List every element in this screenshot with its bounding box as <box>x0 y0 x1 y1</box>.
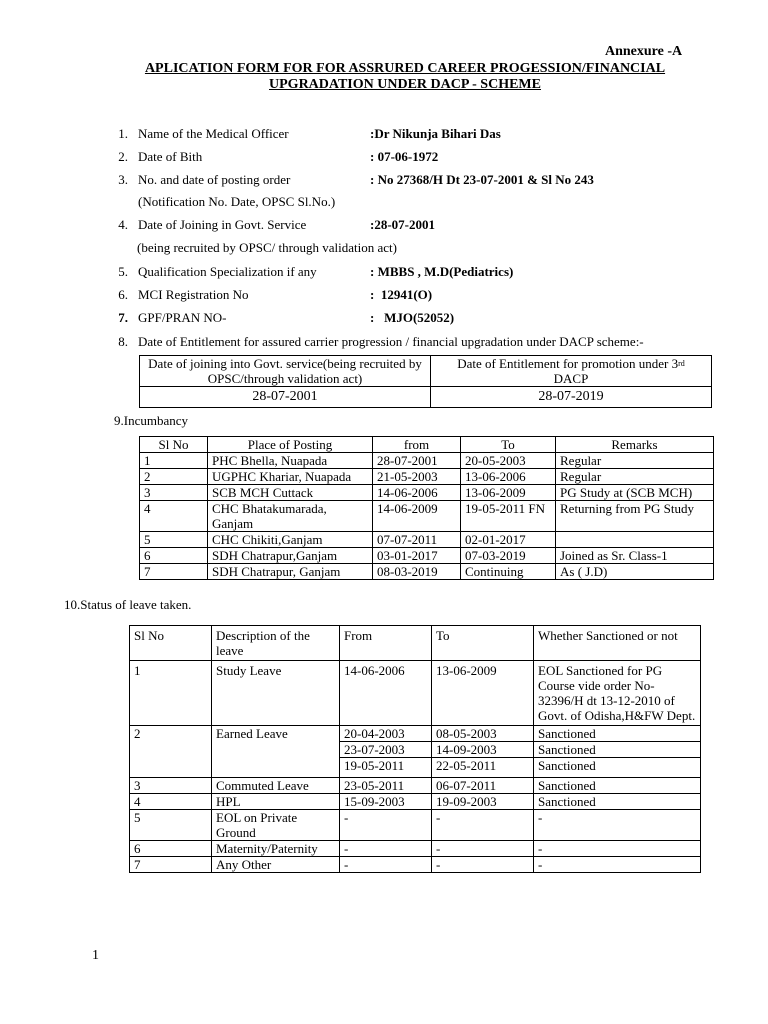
table-cell: 21-05-2003 <box>373 469 461 485</box>
table-row <box>130 661 701 726</box>
incumbancy-heading: 9.Incumbancy <box>114 413 189 428</box>
table-cell: 15-09-2003 <box>340 794 432 810</box>
table-cell: Returning from PG Study <box>556 501 714 532</box>
table-cell: 14-09-2003 <box>432 742 534 758</box>
table-row <box>130 841 701 857</box>
item-value-name: :Dr Nikunja Bihari Das <box>370 126 501 141</box>
table-cell: Sanctioned <box>534 726 701 742</box>
table-cell: Regular <box>556 469 714 485</box>
table-cell: EOL Sanctioned for PG Course vide order No-32396/H dt 13-12-2010 of Govt. of Odisha,H&FW Dept. <box>534 661 701 726</box>
table-cell: 07-07-2011 <box>373 532 461 548</box>
item-value-dob: : 07-06-1972 <box>370 149 439 164</box>
page-number: 1 <box>92 948 99 963</box>
item-value-mci: : 12941(O) <box>370 287 433 302</box>
entitlement-value-dacp: 28-07-2019 <box>431 387 712 408</box>
table-cell: UGPHC Khariar, Nuapada <box>208 469 373 485</box>
incumbancy-header-remarks: Remarks <box>556 437 714 453</box>
table-cell: 13-06-2009 <box>461 485 556 501</box>
table-cell: - <box>340 841 432 857</box>
table-cell: 2 <box>130 726 212 778</box>
table-cell: 07-03-2019 <box>461 548 556 564</box>
table-cell: Continuing <box>461 564 556 580</box>
table-row <box>140 485 714 501</box>
table-cell: 02-01-2017 <box>461 532 556 548</box>
table-cell: Regular <box>556 453 714 469</box>
table-row <box>130 810 701 841</box>
leave-header-description: Description of the leave <box>212 626 340 661</box>
item-label-name: Name of the Medical Officer <box>138 126 289 141</box>
item-note-notification: (Notification No. Date, OPSC Sl.No.) <box>138 194 336 209</box>
table-cell: 13-06-2006 <box>461 469 556 485</box>
table-cell: - <box>534 841 701 857</box>
table-cell: HPL <box>212 794 340 810</box>
item-number: 4. <box>118 217 128 232</box>
table-cell: 4 <box>130 794 212 810</box>
table-row <box>140 469 714 485</box>
item-value-joining: :28-07-2001 <box>370 217 435 232</box>
table-cell: - <box>432 841 534 857</box>
table-cell: 6 <box>130 841 212 857</box>
form-title-line-1: APLICATION FORM FOR FOR ASSRURED CAREER PROGESSION/FINANCIAL <box>144 61 666 76</box>
table-cell: 7 <box>140 564 208 580</box>
item-number: 5. <box>118 264 128 279</box>
table-cell: 5 <box>140 532 208 548</box>
table-cell: - <box>432 857 534 873</box>
table-row <box>140 532 714 548</box>
item-number: 2. <box>118 149 128 164</box>
table-cell: 06-07-2011 <box>432 778 534 794</box>
table-cell: 20-05-2003 <box>461 453 556 469</box>
table-cell: 1 <box>130 661 212 726</box>
item-label-dob: Date of Bith <box>138 149 203 164</box>
item-number: 1. <box>118 126 128 141</box>
table-row <box>140 501 714 532</box>
table-cell: 23-05-2011 <box>340 778 432 794</box>
incumbancy-table <box>139 436 714 580</box>
leave-header-sanctioned: Whether Sanctioned or not <box>534 626 701 661</box>
leave-heading: 10.Status of leave taken. <box>64 597 192 612</box>
table-cell <box>556 532 714 548</box>
table-cell: Sanctioned <box>534 758 701 778</box>
leave-header-slno: Sl No <box>130 626 212 661</box>
table-cell: - <box>534 810 701 841</box>
table-cell: Commuted Leave <box>212 778 340 794</box>
table-cell: 28-07-2001 <box>373 453 461 469</box>
item-number: 8. <box>118 334 128 349</box>
table-cell: As ( J.D) <box>556 564 714 580</box>
table-cell: Earned Leave <box>212 726 340 778</box>
table-cell: 19-05-2011 FN <box>461 501 556 532</box>
table-cell: 3 <box>130 778 212 794</box>
table-cell: 1 <box>140 453 208 469</box>
table-cell: 7 <box>130 857 212 873</box>
table-cell: EOL on Private Ground <box>212 810 340 841</box>
table-cell: 08-05-2003 <box>432 726 534 742</box>
leave-table <box>129 625 701 873</box>
item-label-mci: MCI Registration No <box>138 287 249 302</box>
table-cell: 6 <box>140 548 208 564</box>
table-cell: Sanctioned <box>534 778 701 794</box>
leave-header-from: From <box>340 626 432 661</box>
table-cell: - <box>340 810 432 841</box>
incumbancy-header-to: To <box>461 437 556 453</box>
item-label-entitlement: Date of Entitlement for assured carrier progression / financial upgradation under DACP scheme:- <box>138 334 644 349</box>
incumbancy-header-slno: Sl No <box>140 437 208 453</box>
item-label-joining: Date of Joining in Govt. Service <box>138 217 307 232</box>
table-cell: Study Leave <box>212 661 340 726</box>
table-cell: CHC Chikiti,Ganjam <box>208 532 373 548</box>
entitlement-table <box>139 355 712 408</box>
table-row <box>140 564 714 580</box>
item-value-gpf: : MJO(52052) <box>370 310 455 325</box>
item-value-qualification: : MBBS , M.D(Pediatrics) <box>370 264 514 279</box>
item-label-posting-order: No. and date of posting order <box>138 172 291 187</box>
table-cell: 23-07-2003 <box>340 742 432 758</box>
table-cell: Joined as Sr. Class-1 <box>556 548 714 564</box>
entitlement-value-joining: 28-07-2001 <box>140 387 431 408</box>
table-row <box>130 794 701 810</box>
item-value-posting-order: : No 27368/H Dt 23-07-2001 & Sl No 243 <box>370 172 594 187</box>
table-cell: SDH Chatrapur, Ganjam <box>208 564 373 580</box>
table-cell: 19-05-2011 <box>340 758 432 778</box>
table-cell: Sanctioned <box>534 742 701 758</box>
table-cell: CHC Bhatakumarada, Ganjam <box>208 501 373 532</box>
table-cell: 03-01-2017 <box>373 548 461 564</box>
item-note-recruitment: (being recruited by OPSC/ through validation act) <box>137 240 397 255</box>
form-title-line-2: UPGRADATION UNDER DACP - SCHEME <box>269 77 541 92</box>
table-cell: 3 <box>140 485 208 501</box>
table-cell: Maternity/Paternity <box>212 841 340 857</box>
item-number: 3. <box>118 172 128 187</box>
table-cell: 4 <box>140 501 208 532</box>
incumbancy-header-from: from <box>373 437 461 453</box>
item-label-gpf: GPF/PRAN NO- <box>138 310 227 325</box>
leave-header-to: To <box>432 626 534 661</box>
table-row <box>130 857 701 873</box>
entitlement-header-joining: Date of joining into Govt. service(being recruited by OPSC/through validation act) <box>140 356 431 387</box>
table-cell: 13-06-2009 <box>432 661 534 726</box>
table-cell: 22-05-2011 <box>432 758 534 778</box>
entitlement-header-dacp: Date of Entitlement for promotion under 3rd DACP <box>431 356 712 387</box>
item-label-qualification: Qualification Specialization if any <box>138 264 317 279</box>
table-cell: PG Study at (SCB MCH) <box>556 485 714 501</box>
table-cell: - <box>534 857 701 873</box>
item-number: 7. <box>118 310 128 325</box>
table-cell: 14-06-2006 <box>340 661 432 726</box>
table-row <box>140 548 714 564</box>
table-cell: - <box>432 810 534 841</box>
table-row <box>130 778 701 794</box>
table-cell: 2 <box>140 469 208 485</box>
annexure-label: Annexure -A <box>605 44 683 59</box>
table-cell: SDH Chatrapur,Ganjam <box>208 548 373 564</box>
incumbancy-header-row <box>140 437 714 453</box>
table-cell: PHC Bhella, Nuapada <box>208 453 373 469</box>
table-cell: 08-03-2019 <box>373 564 461 580</box>
table-cell: Any Other <box>212 857 340 873</box>
table-row <box>130 726 701 742</box>
table-cell: 19-09-2003 <box>432 794 534 810</box>
table-cell: - <box>340 857 432 873</box>
table-cell: SCB MCH Cuttack <box>208 485 373 501</box>
item-number: 6. <box>118 287 128 302</box>
table-row <box>140 453 714 469</box>
table-cell: 14-06-2009 <box>373 501 461 532</box>
table-cell: 20-04-2003 <box>340 726 432 742</box>
table-cell: Sanctioned <box>534 794 701 810</box>
table-cell: 14-06-2006 <box>373 485 461 501</box>
table-cell: 5 <box>130 810 212 841</box>
leave-header-row <box>130 626 701 661</box>
incumbancy-header-place: Place of Posting <box>208 437 373 453</box>
